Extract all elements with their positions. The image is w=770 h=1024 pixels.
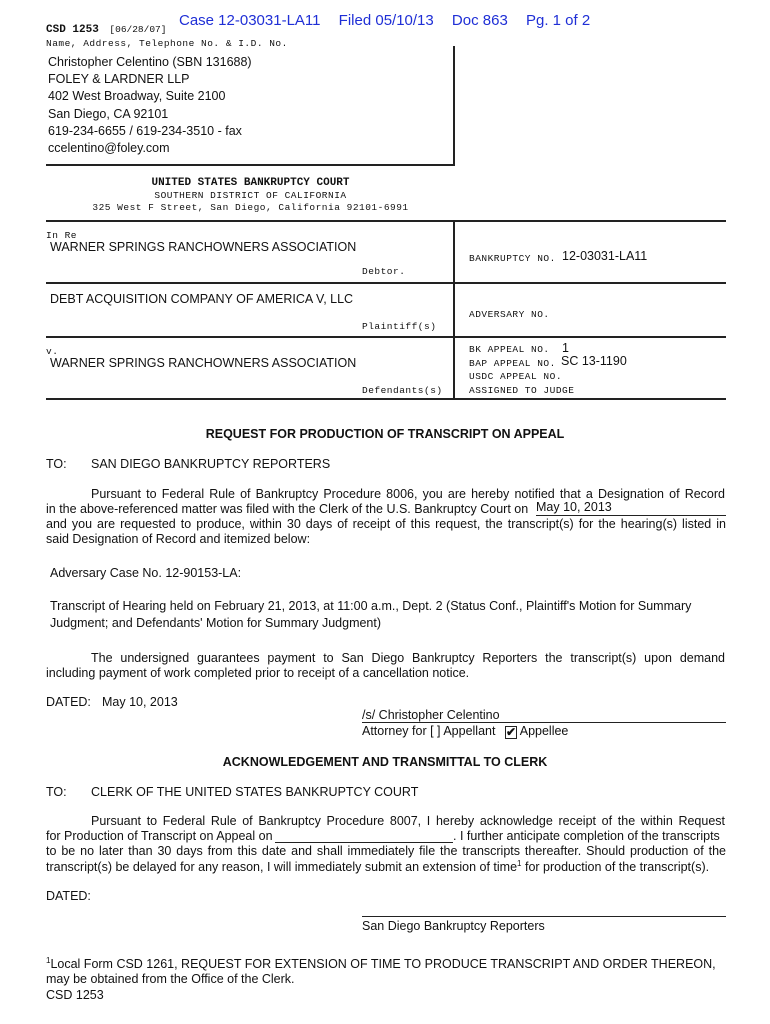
attorney-for-label: Attorney for [362, 724, 427, 738]
ack-dated-label: DATED: [46, 889, 91, 903]
request-to-value: SAN DIEGO BANKRUPTCY REPORTERS [91, 457, 331, 471]
adversary-case: Adversary Case No. 12-90153-LA: [50, 566, 242, 580]
footnote-marker: 1 [46, 956, 51, 965]
ack-para-line4b: for production of the transcript(s). [521, 860, 710, 875]
attorney-line: Christopher Celentino (SBN 131688) [48, 55, 252, 69]
adversary-no-label: ADVERSARY NO. [469, 309, 550, 320]
ack-para-line4 [46, 859, 709, 874]
caption-label: Name, Address, Telephone No. & I.D. No. [46, 38, 288, 49]
form-id [46, 24, 166, 36]
bk-appeal-value: 1 [562, 341, 569, 355]
request-to-label: TO: [46, 457, 67, 471]
reporter-signature-label: San Diego Bankruptcy Reporters [362, 919, 545, 933]
rule-plaintiff [46, 336, 726, 338]
ack-to-label: TO: [46, 785, 67, 799]
ack-para-line2a: for Production of Transcript on Appeal on [46, 829, 273, 843]
footnote-ref: 1 [517, 859, 522, 868]
attorney-signature[interactable]: /s/ Christopher Celentino [362, 708, 500, 722]
request-para-line2 [46, 502, 528, 516]
defendant-name: WARNER SPRINGS RANCHOWNERS ASSOCIATION [50, 356, 357, 370]
filed-date-underline [536, 515, 726, 516]
ack-para-line2b: . I further anticipate completion of the transcripts [453, 829, 720, 843]
guarantee-line-2: including payment of work completed prior to receipt of a cancellation notice. [46, 666, 470, 680]
ack-para-line3: to be no later than 30 days from this date and shall immediately file the transcripts thereafter. Should production of the [46, 844, 726, 858]
appellee-label: Appellee [519, 724, 569, 738]
debtor-label: Debtor. [362, 266, 406, 277]
request-para-line2-text: in the above-referenced matter was filed with the Clerk of the U.S. Bankruptcy Court on [46, 502, 529, 516]
request-title: REQUEST FOR PRODUCTION OF TRANSCRIPT ON APPEAL [205, 427, 565, 441]
court-address: 325 West F Street, San Diego, California 92101-6991 [92, 202, 409, 213]
ack-to-value: CLERK OF THE UNITED STATES BANKRUPTCY COURT [91, 785, 419, 799]
attorney-line: 402 West Broadway, Suite 2100 [48, 89, 226, 104]
attorney-line: ccelentino@foley.com [48, 141, 170, 156]
in-re-label: In Re [46, 230, 78, 241]
bankruptcy-no-label: BANKRUPTCY NO. [469, 253, 556, 264]
form-code: CSD 1253 [46, 24, 99, 36]
check-icon: ✔ [505, 725, 516, 739]
rule-debtor [46, 282, 726, 284]
party-divider-3 [453, 338, 455, 398]
ack-receipt-date-field[interactable] [275, 842, 453, 843]
caption-rule [46, 164, 455, 166]
court-name: UNITED STATES BANKRUPTCY COURT [151, 177, 350, 189]
doc-number: Doc 863 [451, 12, 508, 29]
ack-para-line1: Pursuant to Federal Rule of Bankruptcy Procedure 8007, I hereby acknowledge receipt of the within Request [91, 814, 725, 828]
court-district: SOUTHERN DISTRICT OF CALIFORNIA [154, 190, 347, 201]
request-para-line1: Pursuant to Federal Rule of Bankruptcy Procedure 8006, you are hereby notified that a Designation of Record [91, 487, 725, 501]
attorney-line: San Diego, CA 92101 [48, 106, 169, 121]
footer-form-code: CSD 1253 [46, 988, 104, 1002]
caption-divider [453, 46, 455, 164]
form-date: [06/28/07] [109, 24, 167, 35]
reporter-signature-line[interactable] [362, 916, 726, 917]
debtor-name: WARNER SPRINGS RANCHOWNERS ASSOCIATION [50, 240, 357, 254]
assigned-judge-label: ASSIGNED TO JUDGE [469, 385, 575, 396]
bankruptcy-no-value: 12-03031-LA11 [562, 249, 648, 263]
filed-date: Filed 05/10/13 [338, 12, 434, 29]
appellant-label: Appellant [443, 724, 496, 738]
page-count: Pg. 1 of 2 [525, 12, 591, 29]
request-para-line3: and you are requested to produce, within 30 days of receipt of this request, the transcript(s) for the hearing(s) listed in [46, 517, 726, 531]
signature-line [362, 722, 726, 723]
rule-court [46, 220, 726, 222]
ack-title: ACKNOWLEDGEMENT AND TRANSMITTAL TO CLERK [222, 755, 548, 769]
party-divider-2 [453, 284, 455, 336]
attorney-line: FOLEY & LARDNER LLP [48, 72, 190, 87]
versus-label: v. [46, 346, 59, 357]
usdc-appeal-label: USDC APPEAL NO. [469, 371, 563, 382]
defendant-label: Defendants(s) [362, 385, 443, 396]
request-dated-label: DATED: [46, 695, 91, 709]
appellee-checkbox[interactable] [505, 726, 517, 739]
hearing-line-2: Judgment; and Defendants' Motion for Summary Judgment) [50, 616, 382, 630]
plaintiff-label: Plaintiff(s) [362, 321, 437, 332]
ack-para-line4a: transcript(s) be delayed for any reason, I will immediately submit an extension of time [46, 860, 518, 875]
request-para-line4: said Designation of Record and itemized below: [46, 532, 311, 546]
filing-header [179, 12, 590, 29]
bap-appeal-value: SC 13-1190 [561, 354, 627, 368]
party-divider-1 [453, 222, 455, 282]
bap-appeal-label: BAP APPEAL NO. [469, 358, 556, 369]
attorney-line: 619-234-6655 / 619-234-3510 - fax [48, 123, 242, 138]
footnote-line2: may be obtained from the Office of the Clerk. [46, 972, 295, 986]
rule-defendant [46, 398, 726, 400]
footnote-line1 [46, 956, 716, 971]
case-number: Case 12-03031-LA11 [179, 12, 321, 29]
bk-appeal-label: BK APPEAL NO. [469, 344, 550, 355]
attorney-block [48, 54, 252, 157]
guarantee-line-1: The undersigned guarantees payment to San Diego Bankruptcy Reporters the transcript(s) upon demand [91, 651, 725, 665]
designation-filed-date[interactable]: May 10, 2013 [536, 500, 612, 514]
footnote-text: Local Form CSD 1261, REQUEST FOR EXTENSION OF TIME TO PRODUCE TRANSCRIPT AND ORDER THEREON, [50, 957, 716, 972]
attorney-for-row [362, 724, 568, 739]
hearing-line-1: Transcript of Hearing held on February 21, 2013, at 11:00 a.m., Dept. 2 (Status Conf., Plaintiff's Motion for Summary [50, 599, 692, 613]
plaintiff-name: DEBT ACQUISITION COMPANY OF AMERICA V, LLC [50, 292, 354, 306]
appellant-checkbox[interactable]: [ ] [430, 724, 441, 738]
request-dated-value[interactable]: May 10, 2013 [102, 695, 178, 709]
